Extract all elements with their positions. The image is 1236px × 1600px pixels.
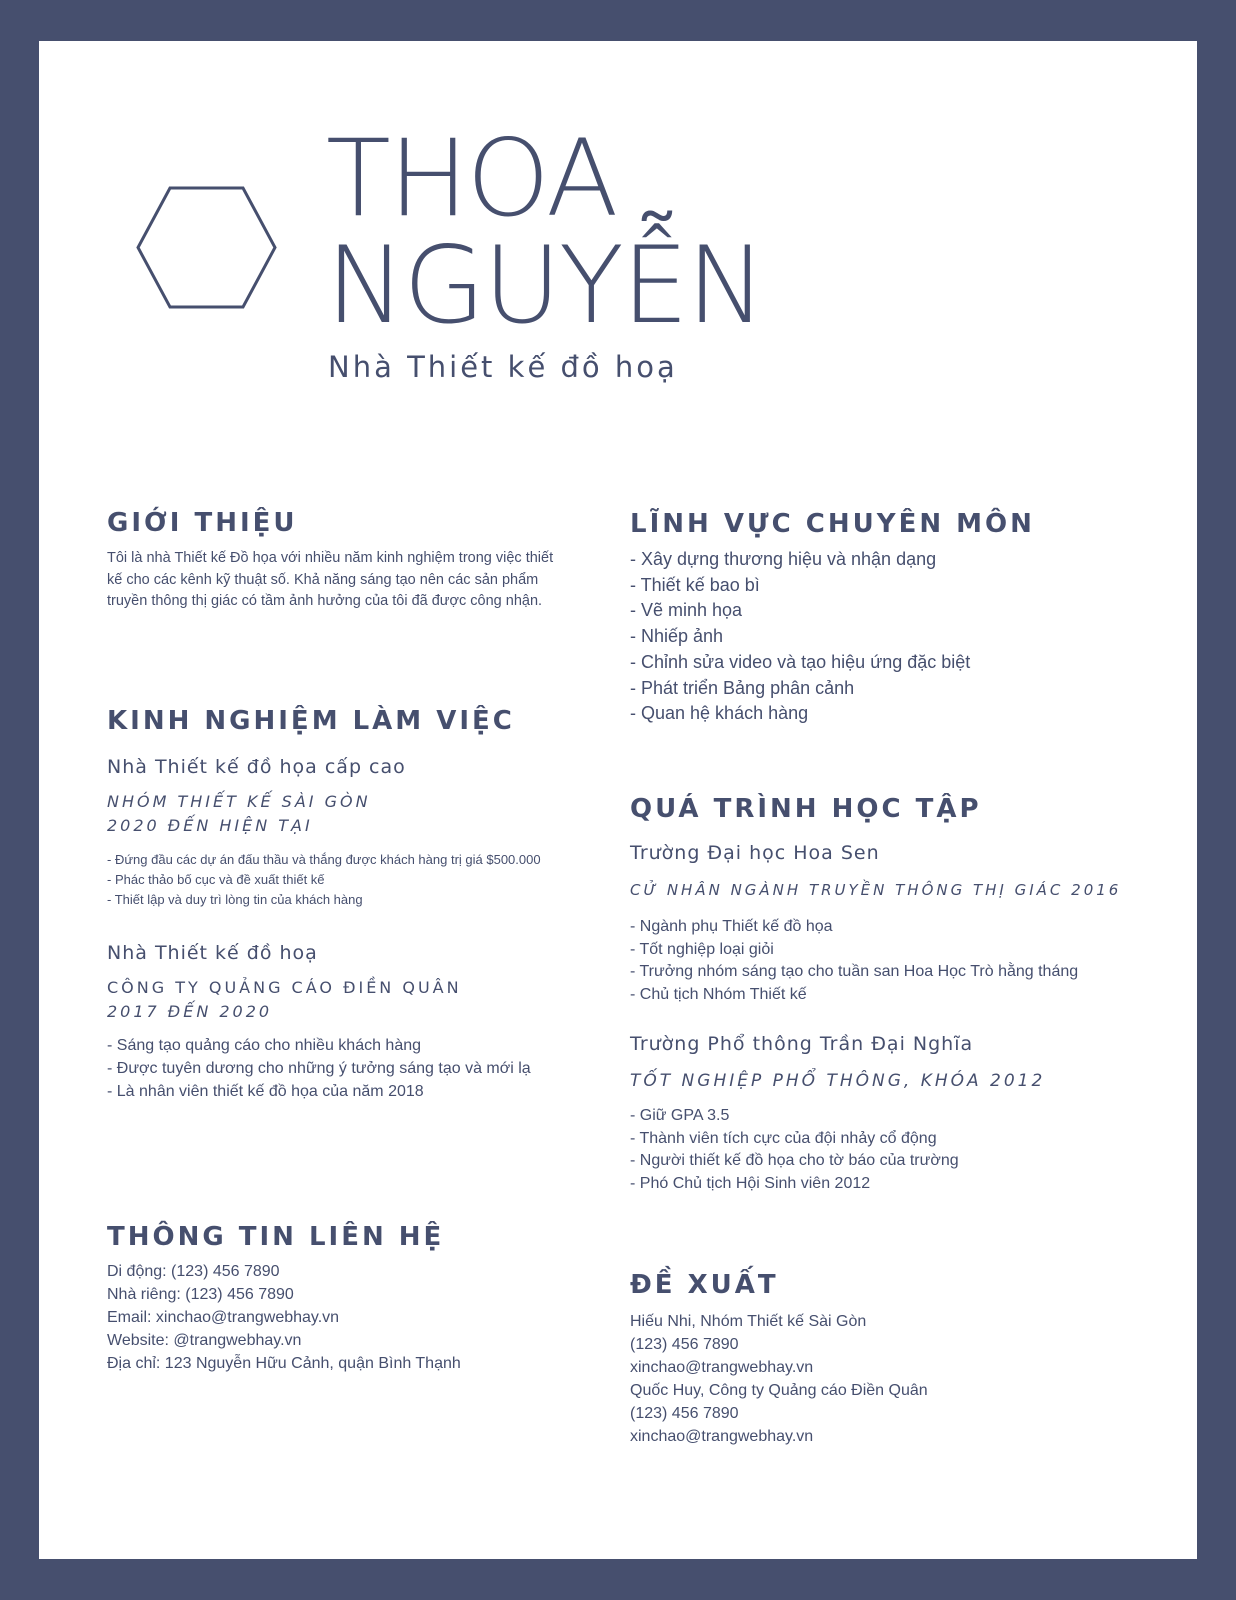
contact-website: Website: @trangwebhay.vn (107, 1332, 302, 1349)
reference-line: (123) 456 7890 (630, 1336, 739, 1353)
expertise-item: - Vẽ minh họa (630, 600, 743, 621)
school-bullet: - Người thiết kế đồ họa cho tờ báo của trường (630, 1152, 959, 1170)
expertise-item: - Nhiếp ảnh (630, 626, 724, 647)
education-heading: QUÁ TRÌNH HỌC TẬP (630, 794, 982, 824)
reference-line: Quốc Huy, Công ty Quảng cáo Điền Quân (630, 1382, 928, 1399)
school-bullet: - Tốt nghiệp loại giỏi (630, 940, 774, 958)
intro-heading: GIỚI THIỆU (107, 508, 298, 538)
expertise-item: - Chỉnh sửa video và tạo hiệu ứng đặc biệt (630, 651, 971, 672)
school-bullet: - Trưởng nhóm sáng tạo cho tuần san Hoa Học Trò hằng tháng (630, 963, 1079, 981)
job-company: NHÓM THIẾT KẾ SÀI GÒN (107, 792, 371, 811)
job-bullet: - Đứng đầu các dự án đấu thầu và thắng được khách hàng trị giá $500.000 (107, 852, 541, 867)
job-title: Nhà Thiết kế đồ họa cấp cao (107, 756, 406, 778)
contact-mobile: Di động: (123) 456 7890 (107, 1263, 280, 1280)
reference-line: Hiếu Nhi, Nhóm Thiết kế Sài Gòn (630, 1313, 867, 1330)
expertise-item: - Thiết kế bao bì (630, 574, 760, 595)
school-degree: TỐT NGHIỆP PHỔ THÔNG, KHÓA 2012 (630, 1070, 1046, 1091)
school-name: Trường Đại học Hoa Sen (630, 842, 880, 864)
job-title: Nhà Thiết kế đồ hoạ (107, 942, 318, 964)
job-period: 2020 ĐẾN HIỆN TẠI (107, 816, 313, 835)
contact-email: Email: xinchao@trangwebhay.vn (107, 1309, 340, 1326)
school-degree: CỬ NHÂN NGÀNH TRUYỀN THÔNG THỊ GIÁC 2016 (630, 881, 1122, 899)
expertise-item: - Quan hệ khách hàng (630, 703, 809, 724)
intro-section (107, 508, 627, 613)
expertise-item: - Phát triển Bảng phân cảnh (630, 677, 855, 698)
experience-section (107, 706, 627, 1103)
first-name: THOA (326, 117, 617, 240)
school-bullet: - Phó Chủ tịch Hội Sinh viên 2012 (630, 1174, 871, 1192)
job-bullet: - Phác thảo bố cục và đề xuất thiết kế (107, 872, 325, 887)
school-bullet: - Giữ GPA 3.5 (630, 1106, 730, 1124)
school-name: Trường Phổ thông Trần Đại Nghĩa (630, 1032, 974, 1055)
school-bullet: - Ngành phụ Thiết kế đồ họa (630, 918, 833, 935)
reference-line: (123) 456 7890 (630, 1405, 739, 1422)
job-bullet: - Là nhân viên thiết kế đồ họa của năm 2018 (107, 1083, 424, 1100)
job-role: Nhà Thiết kế đồ hoạ (328, 350, 678, 384)
reference-line: xinchao@trangwebhay.vn (630, 1428, 814, 1445)
school-bullet: - Chủ tịch Nhóm Thiết kế (630, 986, 807, 1004)
hexagon-logo-icon (136, 186, 277, 309)
references-heading: ĐỀ XUẤT (630, 1270, 779, 1300)
job-period: 2017 ĐẾN 2020 (107, 1002, 273, 1021)
job-bullet: - Thiết lập và duy trì lòng tin của khách hàng (107, 892, 363, 907)
job-entry (107, 756, 627, 910)
school-entry (630, 842, 1150, 1007)
contact-section (107, 1222, 627, 1375)
intro-line: truyền thông thị giác có tầm ảnh hưởng của tôi đã được công nhận. (107, 593, 543, 609)
contact-home: Nhà riêng: (123) 456 7890 (107, 1286, 294, 1303)
experience-heading: KINH NGHIỆM LÀM VIỆC (107, 706, 515, 736)
job-bullet: - Sáng tạo quảng cáo cho nhiều khách hàng (107, 1037, 422, 1054)
reference-line: xinchao@trangwebhay.vn (630, 1359, 814, 1376)
job-bullet: - Được tuyên dương cho những ý tưởng sáng tạo và mới lạ (107, 1060, 531, 1077)
contact-heading: THÔNG TIN LIÊN HỆ (107, 1222, 445, 1252)
expertise-item: - Xây dựng thương hiệu và nhận dạng (630, 549, 937, 569)
last-name: NGUYỄN (326, 224, 765, 347)
education-section (630, 794, 1150, 1196)
contact-address: Địa chỉ: 123 Nguyễn Hữu Cảnh, quận Bình Thạnh (107, 1355, 461, 1372)
school-bullet: - Thành viên tích cực của đội nhảy cổ động (630, 1129, 937, 1147)
school-entry (630, 1033, 1150, 1196)
expertise-section (630, 509, 1150, 727)
intro-line: kế cho các kênh kỹ thuật số. Khả năng sáng tạo nên các sản phẩm (107, 571, 539, 588)
job-company: CÔNG TY QUẢNG CÁO ĐIỀN QUÂN (107, 978, 462, 997)
expertise-heading: LĨNH VỰC CHUYÊN MÔN (630, 509, 1035, 539)
job-entry (107, 942, 627, 1103)
intro-line: Tôi là nhà Thiết kế Đồ họa với nhiều năm kinh nghiệm trong việc thiết (107, 550, 554, 566)
references-section (630, 1270, 1150, 1448)
